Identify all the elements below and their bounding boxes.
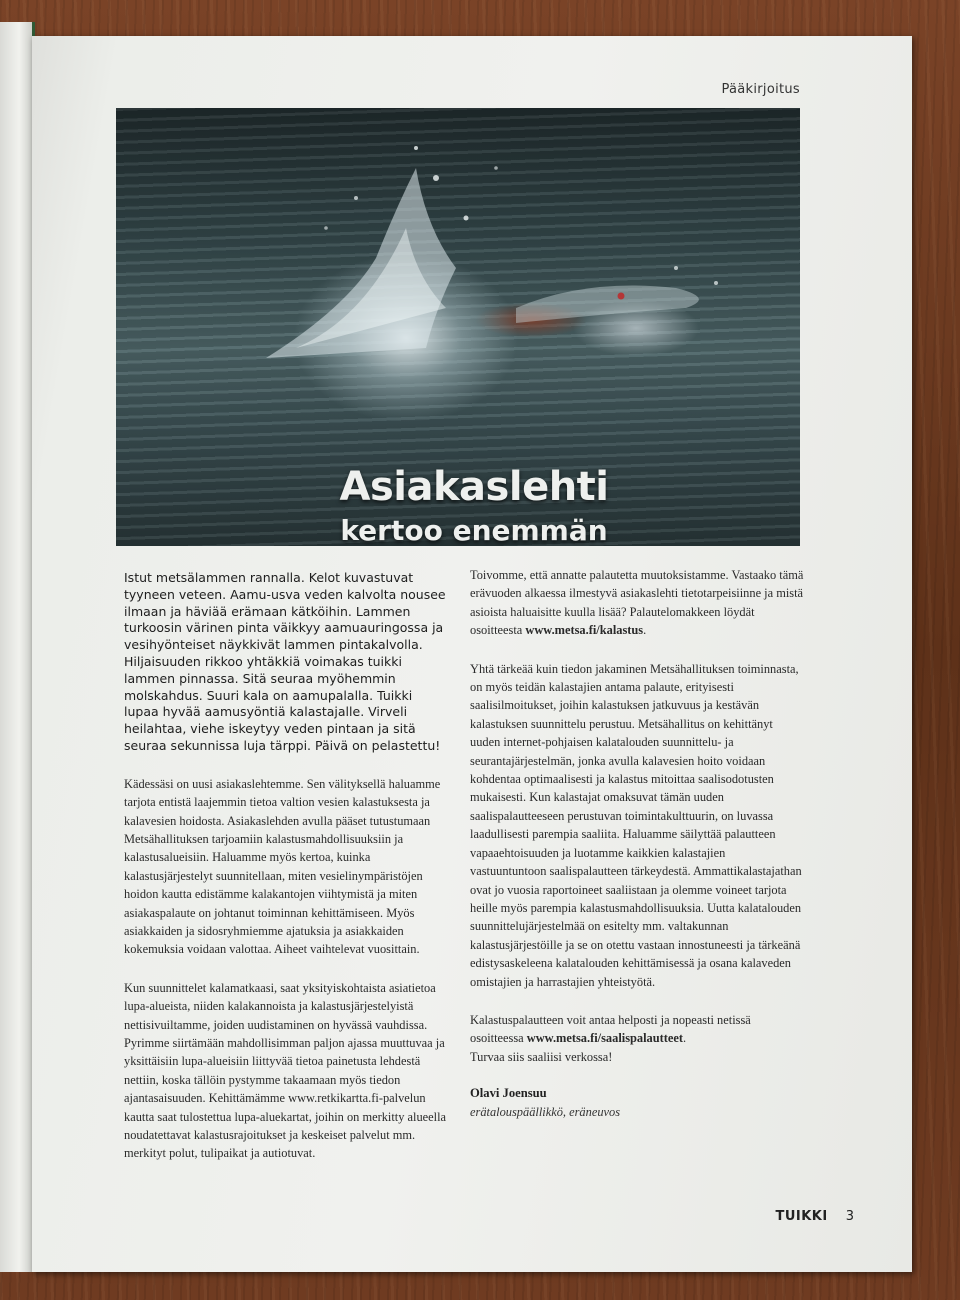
facing-page-edge bbox=[0, 22, 35, 1272]
article-title: Asiakaslehti bbox=[339, 464, 609, 510]
kalastus-link[interactable]: www.metsa.fi/kalastus bbox=[525, 623, 644, 638]
left-column bbox=[124, 570, 450, 1183]
article-subtitle: kertoo enemmän bbox=[340, 514, 608, 546]
paragraph-text: Toivomme, että annatte palautetta muutoksistamme. Vastaako tämä erävuoden alkaessa ilmestyvä asiakaslehti tietotarpeisiinne ja mistä asioista haluaisitte kuulla lisää? Palautelomakkeen löydät osoitteesta bbox=[470, 568, 804, 638]
magazine-page bbox=[32, 36, 912, 1272]
lead-paragraph: Istut metsälammen rannalla. Kelot kuvastuvat tyyneen veteen. Aamu-usva veden kalvolta nousee ilmaan ja häviää erämaan kätköihin. Lammen turkoosin värinen pinta väikkyy aamuauringossa ja vesihyönteiset näykkivät lammen pintakalvolla. Hiljaisuuden rikkoo yhtäkkiä voimakas tuikki lammen pinnassa. Sitä seuraa myöhemmin molskahdus. Suuri kala on aamupalalla. Tuikki lupaa hyvää aamusyöntiä kalastajalle. Virveli heilahtaa, viehe iskeytyy veden pintaan ja sitä seuraa sekunnissa luja tärppi. Päivä on pelastettu! bbox=[124, 570, 446, 753]
closing-line: Turvaa siis saaliisi verkossa! bbox=[470, 1049, 613, 1064]
page-footer bbox=[775, 1209, 854, 1224]
body-paragraph: Kun suunnittelet kalamatkaasi, saat yksityiskohtaista asiatietoa lupa-alueista, niiden kalakannoista ja kalastusjärjestelyistä nettisivuiltamme, joiden uudistaminen on hyvässä vauhdissa. Pyrimme siirtämään mahdollisimman paljon ajassa muuttuvaa ja yksittäisiin lupa-alueisiin liittyvää tietoa painetusta lehdestä nettiin, koska tällöin pystymme takaamaan myös tiedon ajantasaisuuden. Kehittämämme www.retkikartta.fi-palvelun kautta saat tulostettua lupa-aluekartat, joihin on merkitty alueella noudatettavat kalastusrajoitukset ja keskeiset palvelut mm. merkityt polut, tulipaikat ja autiotuvat. bbox=[124, 980, 447, 1161]
body-paragraph: Kädessäsi on uusi asiakaslehtemme. Sen välityksellä haluamme tarjota entistä laajemmin tietoa valtion vesien kalastuksesta ja kalavesien hoidosta. Asiakaslehden avulla pääset tutustumaan Metsähallituksen tarjoamiin kalastusmahdollisuuksiin ja kalastusalueisiin. Haluamme myös kertoa, kuinka kalastusjärjestelyt suunnitellaan, miten vesielinympäristöjen hoidon kautta edistämme kalakantojen viihtymistä ja miten asiakaspalaute on johtanut toiminnan kehittämiseen. Myös asiakkaiden ja sidosryhmiemme ajatuksia ja asiakkaiden kokemuksia voidaan valottaa. Aiheet vaihtelevat vuosittain. bbox=[124, 776, 441, 957]
section-label: Pääkirjoitus bbox=[721, 82, 800, 97]
feedback-paragraph bbox=[470, 566, 804, 640]
magazine-brand: TUIKKI bbox=[775, 1209, 828, 1224]
body-paragraph: Yhtä tärkeää kuin tiedon jakaminen Metsähallituksen toiminnasta, on myös teidän kalastajien antama palaute, erityisesti saalisilmoitukset, joihin kalastuksen jatkuvuus ja kestävän kalastuksen suunnittelu perustuu. Metsähallitus on kehittänyt uuden internet-pohjaisen kalatalouden suunnittelu- ja seurantajärjestelmän, jonka avulla kalavesien hoito voidaan kohdentaa optimaalisesti ja kalastus mitoittaa saalisodotusten mukaisesti. Kun kalastajat omaksuvat tämän uuden saalispalautteeseen perustuvan toimintakulttuurin, on luvassa laadullisesti parempia saaliita. Haluamme säilyttää palautteen vapaaehtoisuuden ja luotamme kaikkien kalastajien vastuuntuntoon saalispalautteen tärkeydestä. Ammattikalastajathan ovat jo vuosia raportoineet saaliistaan ja olemme voineet tarjota heille myös parempia kalastusmahdollisuuksia. Uutta kalatalouden suunnittelujärjestelmää on esitelty mm. valtakunnan kalastusjärjestöille ja se on otettu vastaan innostuneesti ja tärkeänä edistysaskeleena kalatalouden kehittämisessä ja osana kalaveden omistajien ja harrastajien yhteistyötä. bbox=[470, 661, 802, 989]
signature-name: Olavi Joensuu bbox=[470, 1086, 547, 1101]
signature-title: erätalouspäällikkö, eräneuvos bbox=[470, 1105, 621, 1120]
saalispalaute-paragraph bbox=[470, 1011, 804, 1066]
paragraph-end: . bbox=[643, 623, 647, 638]
page-number: 3 bbox=[845, 1209, 854, 1224]
hero-photo bbox=[116, 108, 800, 546]
right-column bbox=[470, 566, 804, 1120]
paragraph-text: Kalastuspalautteen voit antaa helposti ja nopeasti netissä osoitteessa bbox=[470, 1012, 751, 1046]
paragraph-end: . bbox=[683, 1031, 687, 1046]
saalispalautteet-link[interactable]: www.metsa.fi/saalispalautteet bbox=[526, 1031, 684, 1046]
